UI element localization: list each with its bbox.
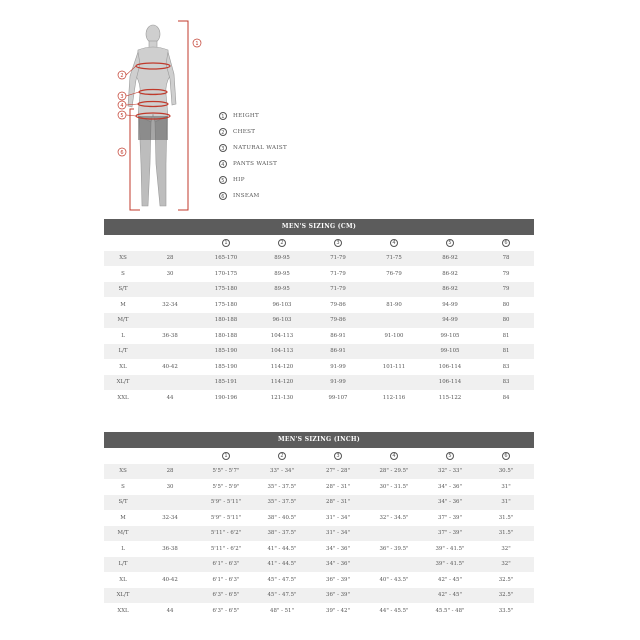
pants-size-cell: 32-34 [162, 301, 178, 308]
pants-size-cell: 28 [166, 468, 174, 475]
legend-item-natural-waist [219, 140, 287, 156]
table-row [104, 541, 534, 557]
legend-label: CHEST [233, 129, 256, 135]
measurement-cell: 89-95 [274, 270, 290, 277]
measurement-cell: 6'1" - 6'3" [212, 576, 240, 583]
legend-label: HEIGHT [233, 113, 260, 119]
legend-label: INSEAM [233, 193, 260, 199]
measurement-cell: 86-91 [330, 332, 346, 339]
table-row [104, 266, 534, 282]
measurement-cell: 6'1" - 6'3" [212, 561, 240, 568]
pants-size-cell: 40-42 [162, 363, 178, 370]
measurement-cell: 38" - 37.5" [267, 530, 297, 537]
measurement-cell: 45.5" - 48" [435, 607, 465, 614]
legend-item-chest [219, 124, 287, 140]
measurement-cell: 5'9" - 5'11" [210, 514, 242, 521]
measurement-cell: 71-75 [386, 255, 402, 262]
measurement-cell: 34" - 36" [326, 561, 350, 568]
measurement-cell: 36" - 39" [326, 576, 350, 583]
pants-size-cell: 40-42 [162, 576, 178, 583]
measurement-cell: 94-99 [442, 301, 458, 308]
measurement-cell: 39" - 41.5" [435, 545, 465, 552]
measurement-cell: 80 [502, 301, 510, 308]
marker-1: 1 [195, 41, 199, 47]
measurement-cell: 39" - 41.5" [435, 561, 465, 568]
legend-label: HIP [233, 177, 245, 183]
table-row [104, 359, 534, 375]
size-label: XL/T [116, 379, 130, 386]
measurement-cell: 114-120 [270, 379, 294, 386]
measurement-cell: 91-100 [384, 332, 404, 339]
measurement-cell: 84 [502, 394, 510, 401]
size-label: XL/T [116, 592, 130, 599]
pants-size-cell: 36-38 [162, 545, 178, 552]
measurement-cell: 180-188 [214, 332, 238, 339]
number-3-icon: 3 [219, 144, 227, 152]
measurement-cell: 99-105 [440, 348, 460, 355]
measurement-cell: 31" - 34" [326, 530, 350, 537]
table-header-row [104, 448, 534, 464]
table-row [104, 572, 534, 588]
measurement-cell: 81 [502, 332, 510, 339]
number-1-icon: 1 [222, 452, 230, 460]
table-row [104, 344, 534, 360]
measurement-cell: 86-92 [442, 255, 458, 262]
number-1-icon: 1 [219, 112, 227, 120]
pants-size-cell: 28 [166, 255, 174, 262]
measurement-cell: 6'3" - 6'5" [212, 607, 240, 614]
table-row [104, 479, 534, 495]
table-row [104, 282, 534, 298]
measurement-cell: 114-120 [270, 363, 294, 370]
number-1-icon: 1 [222, 239, 230, 247]
measurement-cell: 40" - 43.5" [379, 576, 409, 583]
measurement-cell: 42" - 45" [438, 576, 462, 583]
number-6-icon: 6 [502, 452, 510, 460]
measurement-cell: 106-114 [438, 379, 462, 386]
measurement-cell: 31" - 34" [326, 514, 350, 521]
table-row [104, 495, 534, 511]
measurement-cell: 5'11" - 6'2" [210, 545, 242, 552]
measurement-cell: 86-91 [330, 348, 346, 355]
measurement-cell: 115-122 [438, 394, 462, 401]
number-4-icon: 4 [219, 160, 227, 168]
measurement-cell: 185-190 [214, 363, 238, 370]
legend-item-inseam [219, 188, 287, 204]
measurement-cell: 32.5" [498, 576, 514, 583]
body-measurement-figure [110, 14, 210, 214]
measurement-cell: 91-99 [330, 363, 346, 370]
measurement-cell: 89-95 [274, 286, 290, 293]
marker-4: 4 [120, 103, 124, 109]
measurement-cell: 6'3" - 6'5" [212, 592, 240, 599]
measurement-cell: 36" - 39.5" [379, 545, 409, 552]
marker-2: 2 [120, 73, 124, 79]
table-row [104, 390, 534, 406]
measurement-cell: 5'11" - 6'2" [210, 530, 242, 537]
measurement-cell: 79-86 [330, 301, 346, 308]
measurement-cell: 112-116 [382, 394, 406, 401]
table-title: MEN'S SIZING (INCH) [104, 432, 534, 448]
measurement-cell: 185-191 [214, 379, 238, 386]
size-label: M [120, 514, 126, 521]
measurement-cell: 101-111 [382, 363, 406, 370]
measurement-cell: 35" - 37.5" [267, 483, 297, 490]
pants-size-cell: 30 [166, 483, 174, 490]
measurement-cell: 37" - 39" [438, 514, 462, 521]
measurement-cell: 41" - 44.5" [267, 561, 297, 568]
number-5-icon: 5 [446, 239, 454, 247]
size-label: S/T [118, 286, 128, 293]
number-5-icon: 5 [219, 176, 227, 184]
size-label: L [121, 545, 125, 552]
measurement-cell: 79-86 [330, 317, 346, 324]
legend-label: PANTS WAIST [233, 161, 278, 167]
measurement-cell: 28" - 31" [326, 499, 350, 506]
pants-size-cell: 30 [166, 270, 174, 277]
measurement-cell: 106-114 [438, 363, 462, 370]
measurement-cell: 71-79 [330, 270, 346, 277]
pants-size-cell: 36-38 [162, 332, 178, 339]
table-row [104, 328, 534, 344]
pants-size-cell: 44 [166, 607, 174, 614]
measurement-cell: 32" [501, 561, 511, 568]
size-label: XS [119, 255, 127, 262]
measurement-cell: 175-180 [214, 301, 238, 308]
measurement-cell: 79 [502, 286, 510, 293]
measurement-cell: 121-130 [270, 394, 294, 401]
table-row [104, 526, 534, 542]
number-2-icon: 2 [278, 452, 286, 460]
sizing-table-cm [104, 219, 534, 406]
measurement-cell: 96-103 [272, 301, 292, 308]
measurement-cell: 76-79 [386, 270, 402, 277]
size-label: XS [119, 468, 127, 475]
measurement-cell: 99-105 [440, 332, 460, 339]
size-label: S/T [118, 499, 128, 506]
measurement-cell: 180-188 [214, 317, 238, 324]
measurement-cell: 78 [502, 255, 510, 262]
legend-item-hip [219, 172, 287, 188]
measurement-cell: 99-107 [328, 394, 348, 401]
size-label: XL [119, 363, 127, 370]
number-6-icon: 6 [502, 239, 510, 247]
measurement-cell: 34" - 36" [438, 499, 462, 506]
measurement-cell: 33" - 34" [270, 468, 294, 475]
size-label: S [121, 270, 125, 277]
measurement-cell: 28" - 29.5" [379, 468, 409, 475]
measurement-cell: 96-103 [272, 317, 292, 324]
measurement-cell: 86-92 [442, 270, 458, 277]
measurement-cell: 71-79 [330, 286, 346, 293]
sizing-table-inch [104, 432, 534, 619]
measurement-cell: 27" - 28" [326, 468, 350, 475]
measurement-cell: 31" [501, 499, 511, 506]
table-row [104, 464, 534, 480]
measurement-cell: 44" - 45.5" [379, 607, 409, 614]
marker-6: 6 [120, 150, 124, 156]
size-label: L/T [118, 348, 128, 355]
number-4-icon: 4 [390, 239, 398, 247]
measurement-cell: 81-90 [386, 301, 402, 308]
size-label: M/T [117, 530, 129, 537]
measurement-cell: 35" - 37.5" [267, 499, 297, 506]
size-label: XXL [117, 394, 129, 401]
measurement-cell: 32" [501, 545, 511, 552]
measurement-cell: 33.5" [498, 607, 514, 614]
size-label: M/T [117, 317, 129, 324]
measurement-cell: 31.5" [498, 514, 514, 521]
measurement-cell: 30.5" [498, 468, 514, 475]
measurement-cell: 32.5" [498, 592, 514, 599]
table-row [104, 313, 534, 329]
size-label: S [121, 483, 125, 490]
measurement-cell: 38" - 40.5" [267, 514, 297, 521]
measurement-cell: 39" - 42" [326, 607, 350, 614]
measurement-cell: 175-180 [214, 286, 238, 293]
table-row [104, 297, 534, 313]
measurement-cell: 89-95 [274, 255, 290, 262]
size-label: L [121, 332, 125, 339]
size-label: XXL [117, 607, 129, 614]
number-4-icon: 4 [390, 452, 398, 460]
measurement-cell: 32" - 33" [438, 468, 462, 475]
size-label: XL [119, 576, 127, 583]
number-3-icon: 3 [334, 452, 342, 460]
table-row [104, 375, 534, 391]
table-title: MEN'S SIZING (CM) [104, 219, 534, 235]
measurement-cell: 36" - 39" [326, 592, 350, 599]
measurement-cell: 83 [502, 363, 510, 370]
measurement-cell: 31" [501, 483, 511, 490]
marker-5: 5 [120, 113, 124, 119]
size-label: L/T [118, 561, 128, 568]
legend-item-pants-waist [219, 156, 287, 172]
measurement-cell: 45" - 47.5" [267, 592, 297, 599]
table-row [104, 510, 534, 526]
measurement-cell: 32" - 34.5" [379, 514, 409, 521]
measurement-cell: 42" - 45" [438, 592, 462, 599]
measurement-cell: 31.5" [498, 530, 514, 537]
measurement-cell: 91-99 [330, 379, 346, 386]
measurement-cell: 5'5" - 5'9" [212, 483, 240, 490]
measurement-cell: 34" - 36" [326, 545, 350, 552]
legend-item-height [219, 108, 287, 124]
legend-label: NATURAL WAIST [233, 145, 287, 151]
number-6-icon: 6 [219, 192, 227, 200]
measurement-cell: 48" - 51" [270, 607, 294, 614]
measurement-cell: 83 [502, 379, 510, 386]
table-row [104, 588, 534, 604]
table-row [104, 251, 534, 267]
measurement-cell: 28" - 31" [326, 483, 350, 490]
measurement-cell: 170-175 [214, 270, 238, 277]
table-row [104, 603, 534, 619]
measurement-cell: 34" - 36" [438, 483, 462, 490]
table-row [104, 557, 534, 573]
measurement-cell: 165-170 [214, 255, 238, 262]
measurement-legend [219, 108, 287, 204]
measurement-cell: 30" - 31.5" [379, 483, 409, 490]
measurement-cell: 37" - 39" [438, 530, 462, 537]
number-3-icon: 3 [334, 239, 342, 247]
number-2-icon: 2 [219, 128, 227, 136]
measurement-cell: 86-92 [442, 286, 458, 293]
measurement-cell: 185-190 [214, 348, 238, 355]
measurement-cell: 104-113 [270, 332, 294, 339]
measurement-cell: 5'9" - 5'11" [210, 499, 242, 506]
measurement-cell: 41" - 44.5" [267, 545, 297, 552]
measurement-cell: 71-79 [330, 255, 346, 262]
measurement-cell: 45" - 47.5" [267, 576, 297, 583]
measurement-cell: 190-196 [214, 394, 238, 401]
measurement-cell: 79 [502, 270, 510, 277]
measurement-cell: 94-99 [442, 317, 458, 324]
measurement-cell: 104-113 [270, 348, 294, 355]
mannequin-illustration [110, 14, 210, 214]
measurement-cell: 80 [502, 317, 510, 324]
marker-3: 3 [120, 94, 124, 100]
pants-size-cell: 32-34 [162, 514, 178, 521]
number-5-icon: 5 [446, 452, 454, 460]
table-header-row [104, 235, 534, 251]
pants-size-cell: 44 [166, 394, 174, 401]
measurement-cell: 81 [502, 348, 510, 355]
number-2-icon: 2 [278, 239, 286, 247]
measurement-cell: 5'5" - 5'7" [212, 468, 240, 475]
size-label: M [120, 301, 126, 308]
